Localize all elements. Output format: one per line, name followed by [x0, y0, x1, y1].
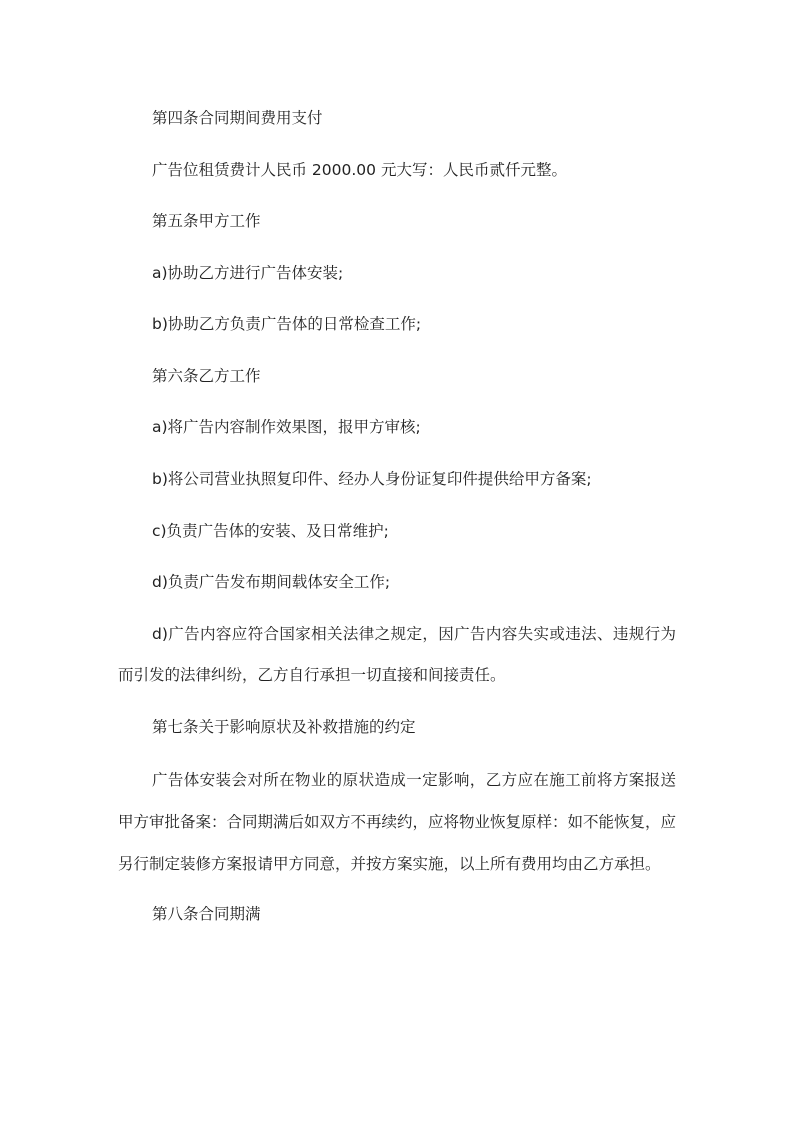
article-5-heading: 第五条甲方工作 [152, 212, 261, 230]
party-b-item-d: d)负责广告发布期间载体安全工作; [152, 573, 391, 591]
party-b-item-a: a)将广告内容制作效果图，报甲方审核; [152, 418, 421, 436]
article-4-heading: 第四条合同期间费用支付 [152, 109, 323, 127]
party-a-item-a: a)协助乙方进行广告体安装; [152, 264, 344, 282]
party-a-item-b: b)协助乙方负责广告体的日常检查工作; [152, 315, 422, 333]
legal-compliance-paragraph: d)广告内容应符合国家相关法律之规定，因广告内容失实或违法、违规行为而引发的法律纠纷，乙方自行承担一切直接和间接责任。 [118, 625, 676, 684]
article-6-heading: 第六条乙方工作 [152, 367, 261, 385]
restoration-paragraph: 广告体安装会对所在物业的原状造成一定影响，乙方应在施工前将方案报送甲方审批备案：合同期满后如双方不再续约，应将物业恢复原样：如不能恢复，应另行制定装修方案报请甲方同意，并按方案实施，以上所有费用均由乙方承担。 [118, 771, 677, 873]
article-7-heading: 第七条关于影响原状及补救措施的约定 [152, 718, 416, 736]
article-8-heading: 第八条合同期满 [152, 905, 261, 923]
party-b-item-b: b)将公司营业执照复印件、经办人身份证复印件提供给甲方备案; [152, 470, 592, 488]
rental-fee-paragraph: 广告位租赁费计人民币 2000.00 元大写：人民币贰仟元整。 [152, 161, 567, 179]
party-b-item-c: c)负责广告体的安装、及日常维护; [152, 522, 389, 540]
